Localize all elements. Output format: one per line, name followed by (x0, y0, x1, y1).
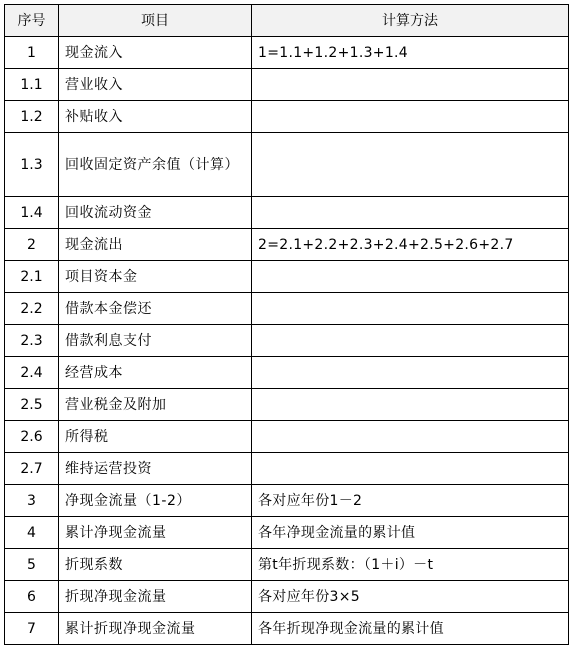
row-serial-number: 2.3 (5, 325, 59, 357)
row-item: 所得税 (59, 421, 252, 453)
row-item: 折现净现金流量 (59, 581, 252, 613)
table-header-row (5, 5, 569, 37)
row-calculation-method (252, 453, 569, 485)
table-row (5, 613, 569, 645)
row-serial-number: 2.2 (5, 293, 59, 325)
row-calculation-method (252, 389, 569, 421)
row-item: 回收流动资金 (59, 197, 252, 229)
cash-flow-table (4, 4, 569, 645)
row-calculation-method (252, 421, 569, 453)
row-calculation-method (252, 357, 569, 389)
row-calculation-method: 1=1.1+1.2+1.3+1.4 (252, 37, 569, 69)
row-serial-number: 2.1 (5, 261, 59, 293)
table-row (5, 421, 569, 453)
row-calculation-method (252, 101, 569, 133)
header-item: 项目 (59, 5, 252, 37)
row-item: 折现系数 (59, 549, 252, 581)
row-serial-number: 3 (5, 485, 59, 517)
row-calculation-method: 第t年折现系数：（1＋i）－t (252, 549, 569, 581)
row-serial-number: 4 (5, 517, 59, 549)
row-item: 净现金流量（1-2） (59, 485, 252, 517)
row-serial-number: 7 (5, 613, 59, 645)
table-row (5, 485, 569, 517)
row-calculation-method: 2=2.1+2.2+2.3+2.4+2.5+2.6+2.7 (252, 229, 569, 261)
row-item: 经营成本 (59, 357, 252, 389)
row-serial-number: 1 (5, 37, 59, 69)
row-calculation-method: 各年净现金流量的累计值 (252, 517, 569, 549)
table-row (5, 581, 569, 613)
row-item: 营业税金及附加 (59, 389, 252, 421)
row-item: 现金流出 (59, 229, 252, 261)
row-item: 营业收入 (59, 69, 252, 101)
table-row (5, 37, 569, 69)
header-serial-number: 序号 (5, 5, 59, 37)
row-calculation-method: 各年折现净现金流量的累计值 (252, 613, 569, 645)
row-serial-number: 2.5 (5, 389, 59, 421)
table-row (5, 357, 569, 389)
row-item: 借款本金偿还 (59, 293, 252, 325)
row-item: 借款利息支付 (59, 325, 252, 357)
table-row (5, 197, 569, 229)
table-row (5, 517, 569, 549)
row-item: 累计折现净现金流量 (59, 613, 252, 645)
row-calculation-method (252, 69, 569, 101)
row-calculation-method (252, 133, 569, 197)
row-serial-number: 1.3 (5, 133, 59, 197)
row-serial-number: 1.4 (5, 197, 59, 229)
table-row (5, 261, 569, 293)
table-row (5, 293, 569, 325)
row-serial-number: 1.1 (5, 69, 59, 101)
row-calculation-method (252, 293, 569, 325)
row-item: 现金流入 (59, 37, 252, 69)
row-item: 补贴收入 (59, 101, 252, 133)
row-item: 累计净现金流量 (59, 517, 252, 549)
row-serial-number: 2 (5, 229, 59, 261)
table-row (5, 325, 569, 357)
table-row (5, 229, 569, 261)
row-serial-number: 5 (5, 549, 59, 581)
row-calculation-method (252, 325, 569, 357)
table-row (5, 453, 569, 485)
table-row (5, 389, 569, 421)
row-serial-number: 2.6 (5, 421, 59, 453)
row-calculation-method (252, 261, 569, 293)
row-serial-number: 2.4 (5, 357, 59, 389)
table-row (5, 101, 569, 133)
row-serial-number: 6 (5, 581, 59, 613)
row-calculation-method: 各对应年份1－2 (252, 485, 569, 517)
row-calculation-method: 各对应年份3×5 (252, 581, 569, 613)
table-row (5, 549, 569, 581)
row-item: 项目资本金 (59, 261, 252, 293)
row-item: 回收固定资产余值（计算） (59, 133, 252, 197)
row-serial-number: 2.7 (5, 453, 59, 485)
row-serial-number: 1.2 (5, 101, 59, 133)
header-calculation-method: 计算方法 (252, 5, 569, 37)
table-row (5, 133, 569, 197)
row-item: 维持运营投资 (59, 453, 252, 485)
row-calculation-method (252, 197, 569, 229)
table-row (5, 69, 569, 101)
